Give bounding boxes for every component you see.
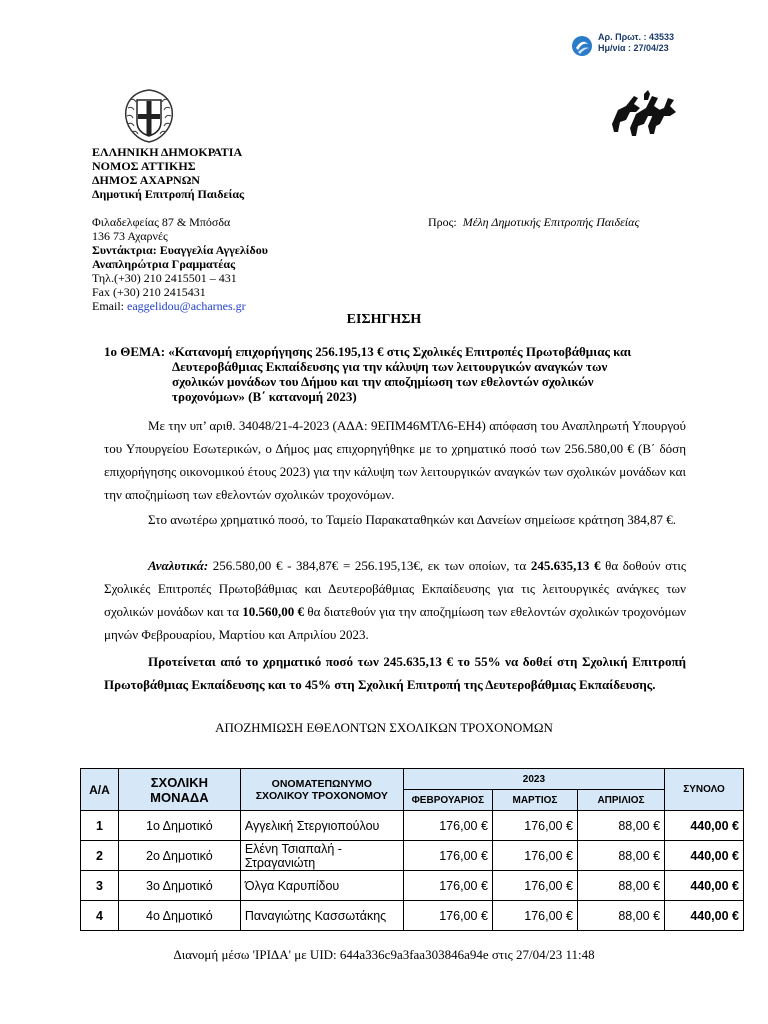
breakdown-text-c: θα δοθούν στις Σχολικές Επιτροπές Πρωτοβάθμιας και Δευτεροβάθμιας Εκπαίδευσης για τις λειτουργικές ανάγκες των σχολικών μονάδων και τα (104, 558, 686, 619)
cell-apr: 88,00 € (577, 901, 664, 931)
paragraph-breakdown (104, 554, 686, 646)
cell-total: 440,00 € (665, 811, 744, 841)
cell-apr: 88,00 € (577, 841, 664, 871)
cell-feb: 176,00 € (403, 871, 492, 901)
paragraph-deduction: Στο ανωτέρω χρηματικό ποσό, το Ταμείο Παρακαταθηκών και Δανείων σημείωσε κράτηση 384,87 €. (148, 512, 677, 527)
cell-name: Ελένη Τσιαπαλή - Στραγανιώτη (240, 841, 403, 871)
recipient-value: Μέλη Δημοτικής Επιτροπής Παιδείας (462, 215, 640, 229)
section-title: ΑΠΟΖΗΜΙΩΣΗ ΕΘΕΛΟΝΤΩΝ ΣΧΟΛΙΚΩΝ ΤΡΟΧΟΝΟΜΩΝ (215, 720, 553, 735)
breakdown-text-a: 256.580,00 € - 384,87€ = 256.195,13€, εκ των οποίων, τα (208, 558, 531, 573)
col-header-year: 2023 (403, 769, 664, 790)
protocol-number: Αρ. Πρωτ. : 43533 (598, 32, 675, 42)
cell-mar: 176,00 € (492, 871, 577, 901)
breakdown-amount-wardens: 10.560,00 € (242, 604, 305, 619)
recipient-label: Προς: (428, 215, 457, 229)
col-header-name: ΟΝΟΜΑΤΕΠΩΝΥΜΟ ΣΧΟΛΙΚΟΥ ΤΡΟΧΟΝΟΜΟΥ (240, 769, 403, 811)
cell-school: 1ο Δημοτικό (118, 811, 240, 841)
cell-apr: 88,00 € (577, 871, 664, 901)
col-header-school: ΣΧΟΛΙΚΗ ΜΟΝΑΔΑ (118, 769, 240, 811)
author-role: Αναπληρώτρια Γραμματέας (92, 257, 236, 271)
cell-mar: 176,00 € (492, 901, 577, 931)
subject-line-3: σχολικών μονάδων του Δήμου και την αποζημίωση των εθελοντών σχολικών (172, 374, 594, 389)
subject-line-2: Δευτεροβάθμιας Εκπαίδευσης για την κάλυψη των λειτουργικών αναγκών των (172, 359, 608, 374)
col-header-mar: ΜΑΡΤΙΟΣ (492, 790, 577, 811)
cell-school: 2ο Δημοτικό (118, 841, 240, 871)
compensation-table (80, 768, 744, 931)
cell-aa: 1 (81, 811, 119, 841)
email-line (92, 299, 268, 313)
cell-school: 3ο Δημοτικό (118, 871, 240, 901)
issuer-header (92, 145, 244, 201)
cell-feb: 176,00 € (403, 901, 492, 931)
cell-mar: 176,00 € (492, 841, 577, 871)
cell-aa: 4 (81, 901, 119, 931)
col-header-apr: ΑΠΡΙΛΙΟΣ (577, 790, 664, 811)
table-row (81, 901, 744, 931)
cell-name: Όλγα Καρυπίδου (240, 871, 403, 901)
iris-logo-icon (570, 34, 594, 58)
breakdown-label: Αναλυτικά: (148, 558, 209, 573)
col-header-aa: Α/Α (81, 769, 119, 811)
greek-emblem-icon (118, 86, 180, 146)
document-title: ΕΙΣΗΓΗΣΗ (346, 312, 422, 327)
email-link[interactable]: eaggelidou@acharnes.gr (127, 299, 246, 313)
cell-feb: 176,00 € (403, 841, 492, 871)
cell-name: Παναγιώτης Κασσωτάκης (240, 901, 403, 931)
table-row (81, 811, 744, 841)
header-municipality: ΔΗΜΟΣ ΑΧΑΡΝΩΝ (92, 173, 200, 187)
table-row (81, 841, 744, 871)
table-row (81, 871, 744, 901)
distribution-footer: Διανομή μέσω 'ΙΡΙΔΑ' με UID: 644a336c9a3faa303846a94e στις 27/04/23 11:48 (173, 947, 595, 962)
cell-aa: 2 (81, 841, 119, 871)
header-country: ΕΛΛΗΝΙΚΗ ΔΗΜΟΚΡΑΤΙΑ (92, 145, 243, 159)
recipient (428, 215, 639, 229)
cell-school: 4ο Δημοτικό (118, 901, 240, 931)
fax: Fax (+30) 210 2415431 (92, 285, 206, 299)
header-committee: Δημοτική Επιτροπή Παιδείας (92, 187, 245, 201)
paragraph-funding: Με την υπ’ αριθ. 34048/21-4-2023 (ΑΔΑ: 9ΕΠΜ46ΜΤΛ6-ΕΗ4) απόφαση του Αναπληρωτή Υπουργού του Υπουργείου Εσωτερικών, ο Δήμος μας επιχορηγήθηκε με το χρηματικό ποσό των 256.580,00 € (Β΄ δόση επιχορήγησης οικονομικού έτους 2023) για την κάλυψη των λειτουργικών αναγκών των σχολικών μονάδων και την αποζημίωση των εθελοντών σχολικών τροχονόμων. (104, 418, 686, 502)
cell-total: 440,00 € (665, 901, 744, 931)
address-city: 136 73 Αχαρνές (92, 229, 168, 243)
subject-line-1: 1ο ΘΕΜΑ: «Κατανομή επιχορήγησης 256.195,13 € στις Σχολικές Επιτροπές Πρωτοβάθμιας και (104, 344, 632, 359)
breakdown-text-e: θα διατεθούν για την αποζημίωση των εθελοντών σχολικών τροχονόμων μηνών Φεβρουαρίου, Μαρτίου και Απριλίου 2023. (104, 604, 687, 642)
address-street: Φιλαδελφείας 87 & Μπόσδα (92, 215, 231, 229)
acharnes-horses-logo-icon (604, 88, 684, 140)
cell-aa: 3 (81, 871, 119, 901)
protocol-date: Ημ/νία : 27/04/23 (598, 43, 669, 53)
author: Συντάκτρια: Ευαγγελία Αγγελίδου (92, 243, 268, 257)
subject-block (104, 344, 704, 404)
cell-total: 440,00 € (665, 841, 744, 871)
cell-apr: 88,00 € (577, 811, 664, 841)
cell-mar: 176,00 € (492, 811, 577, 841)
col-header-feb: ΦΕΒΡΟΥΑΡΙΟΣ (403, 790, 492, 811)
paragraph-proposal: Προτείνεται από το χρηματικό ποσό των 245.635,13 € το 55% να δοθεί στη Σχολική Επιτροπή Πρωτοβάθμιας Εκπαίδευσης και το 45% στη Σχολική Επιτροπή της Δευτεροβάθμιας Εκπαίδευσης. (104, 654, 686, 692)
protocol-stamp (570, 32, 720, 60)
cell-name: Αγγελική Στεργιοπούλου (240, 811, 403, 841)
cell-total: 440,00 € (665, 871, 744, 901)
phone: Τηλ.(+30) 210 2415501 – 431 (92, 271, 237, 285)
breakdown-amount-schools: 245.635,13 € (530, 558, 601, 573)
header-prefecture: ΝΟΜΟΣ ΑΤΤΙΚΗΣ (92, 159, 196, 173)
subject-line-4: τροχονόμων» (Β΄ κατανομή 2023) (172, 389, 357, 404)
email-label: Email: (92, 299, 127, 313)
col-header-total: ΣΥΝΟΛΟ (665, 769, 744, 811)
cell-feb: 176,00 € (403, 811, 492, 841)
address-block (92, 215, 268, 313)
